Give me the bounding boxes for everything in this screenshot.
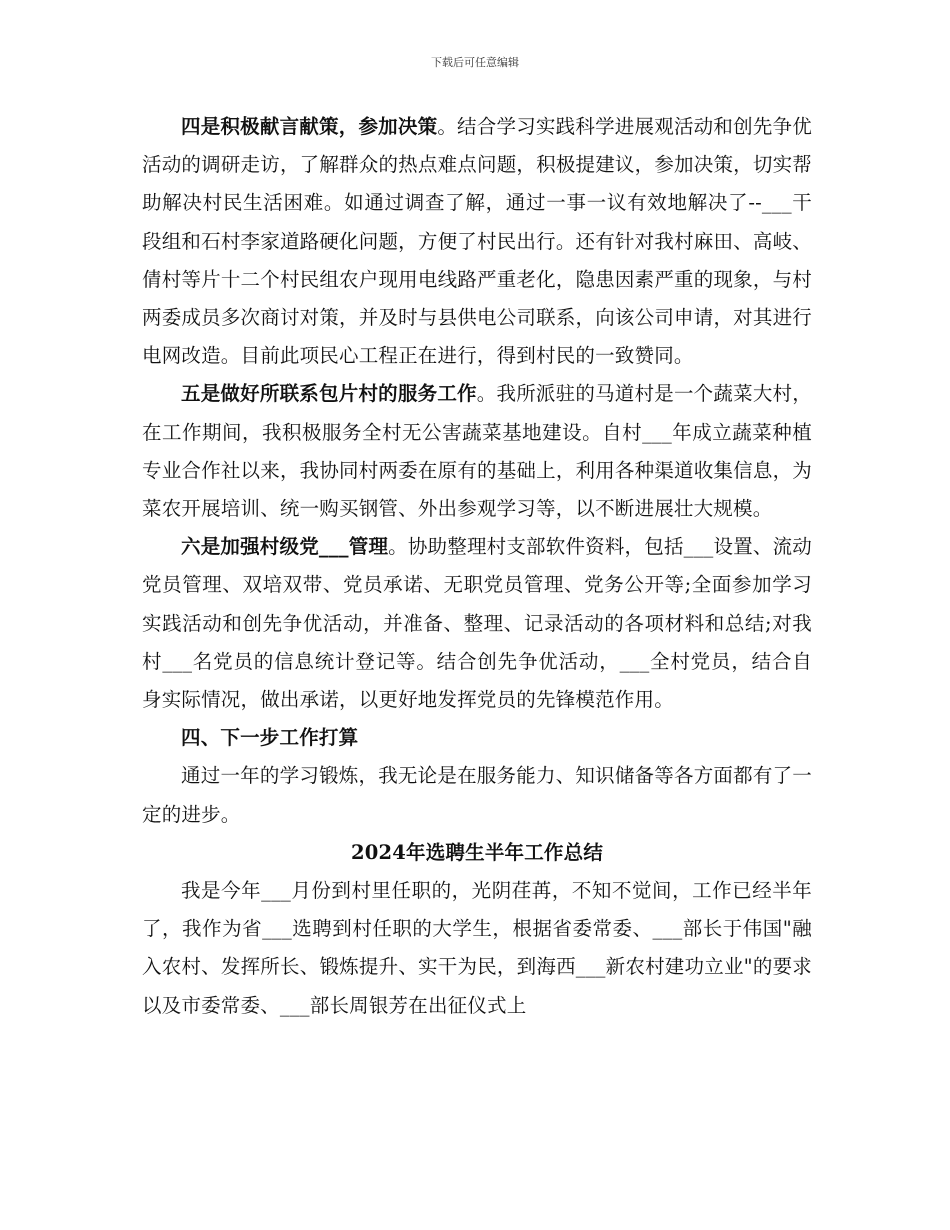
paragraph-next-steps: 通过一年的学习锻炼，我无论是在服务能力、知识储备等各方面都有了一定的进步。 bbox=[142, 764, 812, 826]
paragraph-text: 。结合学习实践科学进展观活动和创先争优活动的调研走访，了解群众的热点难点问题，积极提建议，参加决策，切实帮助解决村民生活困难。如通过调查了解，通过一事一议有效地解决了--___干段组和石村李家道路硬化问题，方便了村民出行。还有针对我村麻田、高岐、倩村等片十二个村民组农户现用电线路严重老化，隐患因素严重的现象，与村两委成员多次商讨对策，并及时与县供电公司联系，向该公司申请，对其进行电网改造。目前此项民心工程正在进行，得到村民的一致赞同。 bbox=[142, 115, 812, 368]
section-heading: 四、下一步工作打算 bbox=[181, 726, 359, 750]
paragraph-intro: 我是今年___月份到村里任职的，光阴荏苒，不知不觉间，工作已经半年了，我作为省___选聘到村任职的大学生，根据省委常委、___部长于伟国"融入农村、发挥所长、锻炼提升、实干为民，到海西___新农村建功立业"的要求以及市委常委、___部长周银芳在出征仪式上 bbox=[142, 879, 812, 1017]
paragraph-item-5 bbox=[142, 375, 812, 528]
paragraph-item-4 bbox=[142, 108, 812, 375]
paragraph-lead: 五是做好所联系包片村的服务工作 bbox=[181, 382, 477, 406]
paragraph-lead: 四是积极献言献策，参加决策 bbox=[181, 115, 438, 138]
paragraph-lead: 六是加强村级党___管理 bbox=[181, 535, 389, 559]
paragraph-text: 。我所派驻的马道村是一个蔬菜大村，在工作期间，我积极服务全村无公害蔬菜基地建设。自村___年成立蔬菜种植专业合作社以来，我协同村两委在原有的基础上，利用各种渠道收集信息，为菜农开展培训、统一购买钢管、外出参观学习等，以不断进展壮大规模。 bbox=[142, 382, 812, 521]
paragraph-item-6 bbox=[142, 528, 812, 719]
page-header: 下载后可任意编辑 bbox=[431, 56, 519, 69]
document-title: 2024年选聘生半年工作总结 bbox=[350, 840, 604, 864]
document-body bbox=[142, 108, 812, 1025]
paragraph-text: 。协助整理村支部软件资料，包括___设置、流动党员管理、双培双带、党员承诺、无职党员管理、党务公开等;全面参加学习实践活动和创先争优活动，并准备、整理、记录活动的各项材料和总结;对我村___名党员的信息统计登记等。结合创先争优活动，___全村党员，结合自身实际情况，做出承诺，以更好地发挥党员的先锋模范作用。 bbox=[142, 535, 813, 712]
